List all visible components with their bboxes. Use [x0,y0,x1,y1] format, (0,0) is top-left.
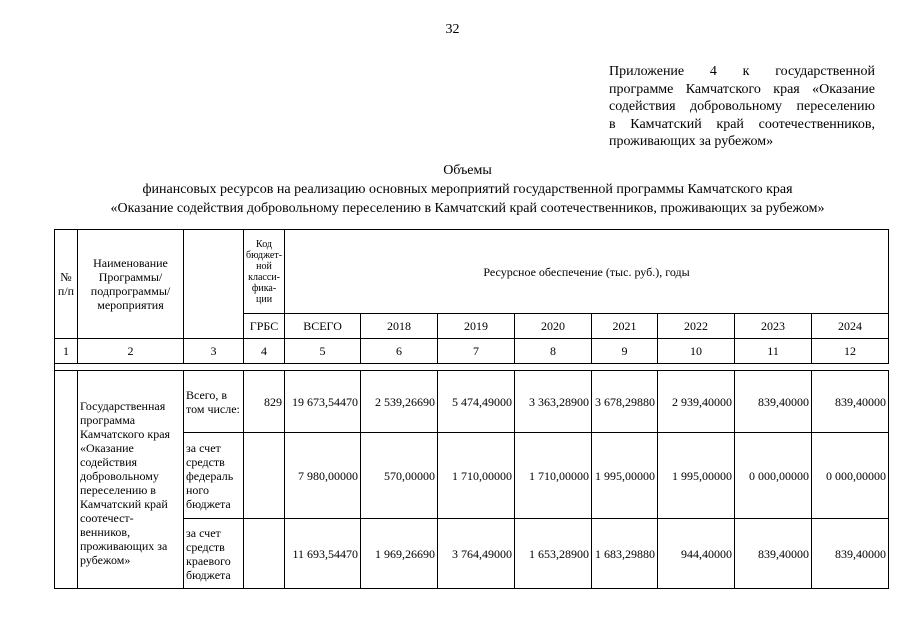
funding-source: Всего, в том числе: [184,371,244,433]
appendix-line: программе Камчатского края «Оказание [609,81,875,97]
funding-source: за счет средств краевого бюджета [184,519,244,589]
header-num: № п/п [55,230,78,339]
year-value: 944,40000 [658,519,735,589]
year-value: 839,40000 [735,519,812,589]
column-number: 6 [361,339,438,364]
grbs-code [244,519,285,589]
total-value: 19 673,54470 [285,371,361,433]
appendix-line: проживающих за рубежом» [609,134,774,149]
year-value: 0 000,00000 [812,433,889,519]
column-number: 10 [658,339,735,364]
column-number: 1 [55,339,78,364]
header-year: 2023 [735,314,812,339]
column-number: 3 [184,339,244,364]
header-year: 2021 [592,314,658,339]
heading-title: Объемы [443,163,492,178]
total-value: 11 693,54470 [285,519,361,589]
document-heading [0,161,905,218]
heading-program: «Оказание содействия добровольному переселению в Камчатский край соотечественников, проживающих за рубежом» [110,201,825,216]
funding-source: за счет средств федераль ного бюджета [184,433,244,519]
year-value: 1 710,00000 [438,433,515,519]
year-value: 2 939,40000 [658,371,735,433]
year-value: 839,40000 [812,519,889,589]
header-row [55,230,889,314]
year-value: 3 363,28900 [515,371,592,433]
page-number: 32 [445,22,460,37]
year-value: 5 474,49000 [438,371,515,433]
column-number: 12 [812,339,889,364]
year-value: 839,40000 [812,371,889,433]
header-resource: Ресурсное обеспечение (тыс. руб.), годы [285,230,889,314]
header-blank [184,230,244,339]
financing-table [54,229,889,589]
header-year: 2022 [658,314,735,339]
year-value: 570,00000 [361,433,438,519]
year-value: 0 000,00000 [735,433,812,519]
year-value: 1 995,00000 [658,433,735,519]
year-value: 839,40000 [735,371,812,433]
total-value: 7 980,00000 [285,433,361,519]
year-value: 2 539,26690 [361,371,438,433]
spacer-row [55,364,889,371]
column-number: 5 [285,339,361,364]
appendix-line: Приложение 4 к государственной [609,64,875,79]
row-num [55,371,78,589]
column-number-row [55,339,889,364]
column-number: 9 [592,339,658,364]
header-year: 2024 [812,314,889,339]
header-name: Наименование Программы/ подпрограммы/ мероприятия [78,230,184,339]
heading-subtitle: финансовых ресурсов на реализацию основных мероприятий государственной программы Камчатского края [142,182,793,197]
column-number: 11 [735,339,812,364]
header-grbs: ГРБС [244,314,285,339]
grbs-code: 829 [244,371,285,433]
column-number: 8 [515,339,592,364]
header-total: ВСЕГО [285,314,361,339]
year-value: 3 764,49000 [438,519,515,589]
program-name: Государственная программа Камчатского края «Оказание содействия добровольному переселению в Камчатский край соотечест-венников, проживающих за рубежом» [78,371,184,589]
table-row [55,371,889,433]
column-number: 7 [438,339,515,364]
year-value: 1 653,28900 [515,519,592,589]
year-value: 3 678,29880 [592,371,658,433]
header-year: 2018 [361,314,438,339]
year-value: 1 995,00000 [592,433,658,519]
year-value: 1 683,29880 [592,519,658,589]
column-number: 2 [78,339,184,364]
year-value: 1 969,26690 [361,519,438,589]
appendix-line: в Камчатский край соотечественников, [609,116,875,132]
appendix-note [609,63,875,151]
header-code: Код бюджет-ной класси-фика-ции [244,230,285,314]
year-value: 1 710,00000 [515,433,592,519]
header-year: 2019 [438,314,515,339]
header-year: 2020 [515,314,592,339]
appendix-line: содействия добровольному переселению [609,99,875,114]
column-number: 4 [244,339,285,364]
grbs-code [244,433,285,519]
